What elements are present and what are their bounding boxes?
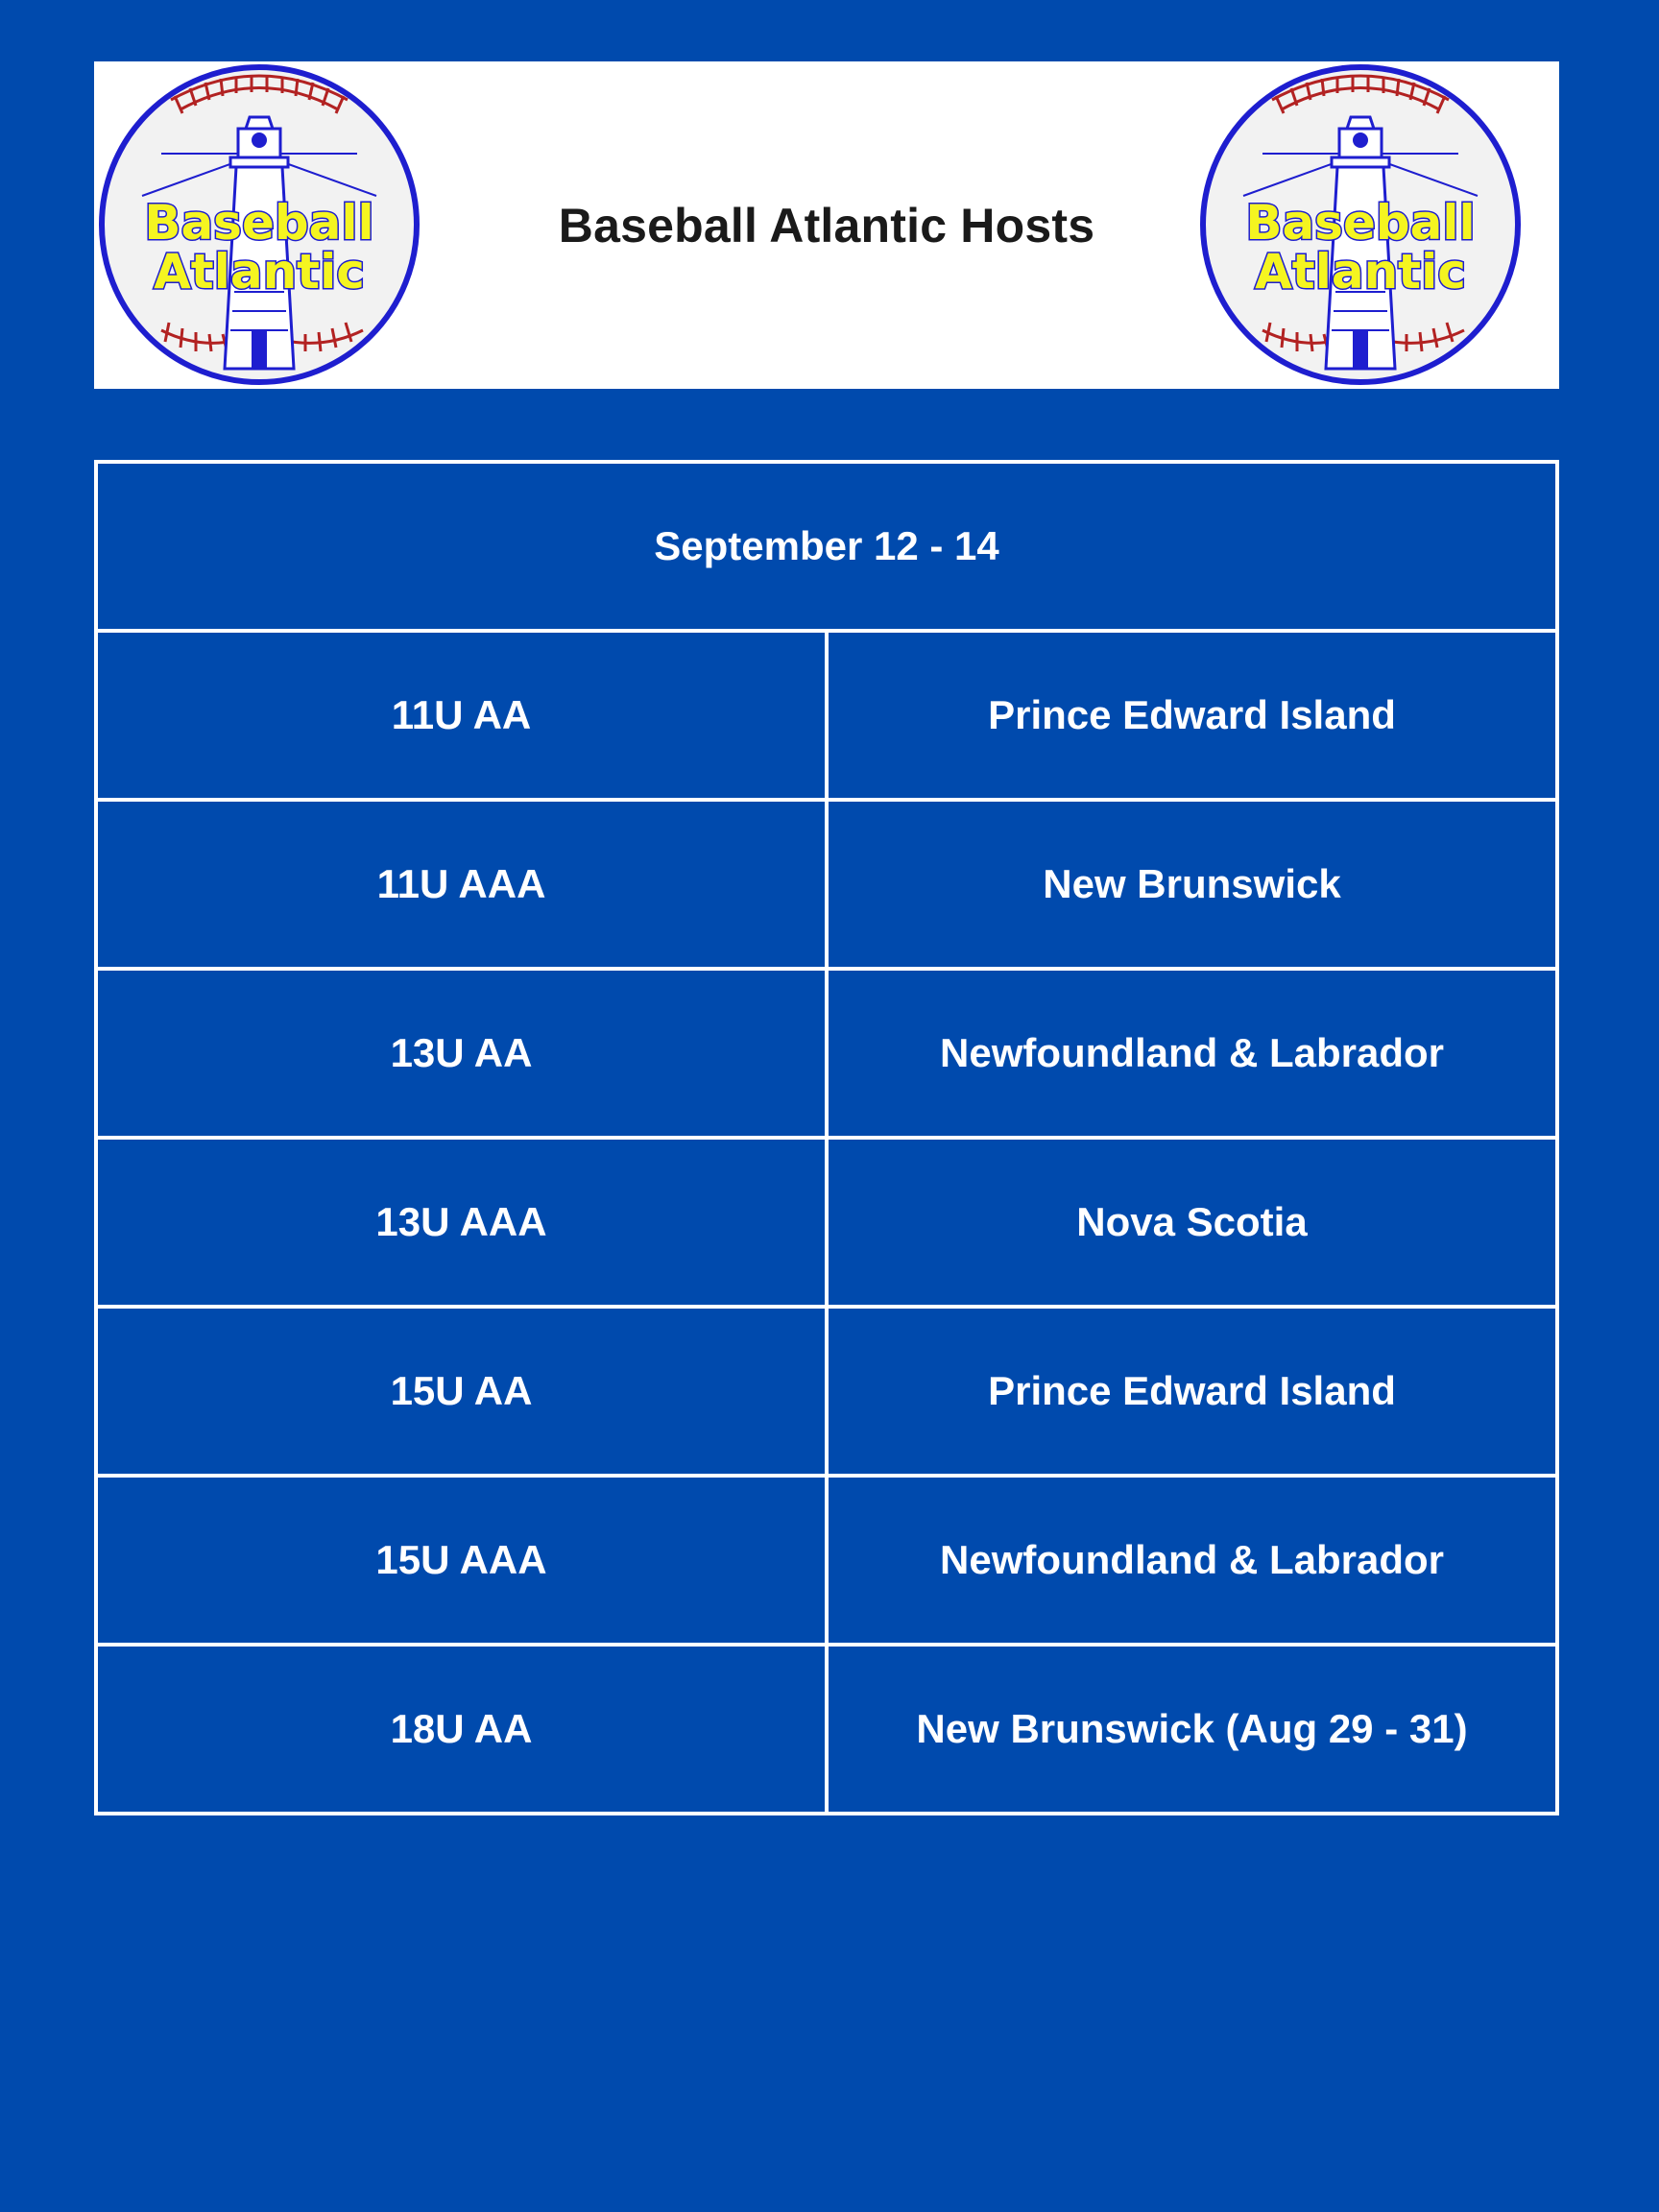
table-row (96, 800, 1557, 969)
table-row (96, 1476, 1557, 1645)
lighthouse-baseball-logo-icon (94, 61, 425, 389)
table-row (96, 969, 1557, 1138)
logo-text-line1: Baseball (1245, 195, 1476, 251)
table-row (96, 1138, 1557, 1307)
division-cell: 15U AA (96, 1307, 827, 1476)
host-cell: New Brunswick (827, 800, 1557, 969)
host-cell: Newfoundland & Labrador (827, 1476, 1557, 1645)
division-cell: 11U AAA (96, 800, 827, 969)
host-cell: Prince Edward Island (827, 631, 1557, 800)
logo-text-line1: Baseball (144, 195, 374, 251)
division-cell: 13U AA (96, 969, 827, 1138)
baseball-atlantic-logo (94, 61, 425, 389)
division-cell: 15U AAA (96, 1476, 827, 1645)
hosts-table (94, 460, 1559, 1815)
table-row (96, 1645, 1557, 1814)
table-heading-row (96, 462, 1557, 631)
host-cell: Nova Scotia (827, 1138, 1557, 1307)
table-row (96, 1307, 1557, 1476)
table-row (96, 631, 1557, 800)
lighthouse-baseball-logo-icon (1195, 61, 1527, 389)
logo-text-line2: Atlantic (1255, 244, 1466, 300)
page-title: Baseball Atlantic Hosts (558, 198, 1095, 252)
host-cell: Prince Edward Island (827, 1307, 1557, 1476)
logo-text-line2: Atlantic (154, 244, 365, 300)
division-cell: 13U AAA (96, 1138, 827, 1307)
division-cell: 18U AA (96, 1645, 827, 1814)
date-heading: September 12 - 14 (96, 462, 1557, 631)
host-cell: New Brunswick (Aug 29 - 31) (827, 1645, 1557, 1814)
baseball-atlantic-logo (1195, 61, 1527, 389)
division-cell: 11U AA (96, 631, 827, 800)
header-banner (94, 61, 1559, 389)
host-cell: Newfoundland & Labrador (827, 969, 1557, 1138)
